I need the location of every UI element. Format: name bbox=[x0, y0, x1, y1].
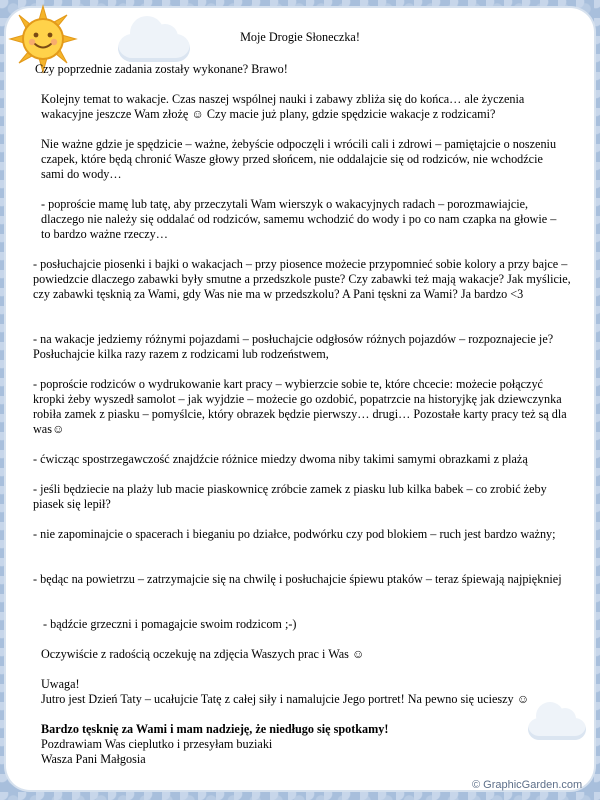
letter-title: Moje Drogie Słoneczka! bbox=[240, 30, 360, 44]
paragraph: - bądźcie grzeczni i pomagajcie swoim rodzicom ;-) bbox=[43, 617, 297, 631]
paragraph: Kolejny temat to wakacje. Czas naszej wspólnej nauki i zabawy zbliża się do końca… ale życzenia wakacyjne jeszcze Wam złożę ☺ Czy macie już plany, gdzie spędzicie wakacje z rodzicami? bbox=[41, 92, 525, 121]
paragraph: Nie ważne gdzie je spędzicie – ważne, żebyście odpoczęli i wrócili cali i zdrowi – pamiętajcie o noszeniu czapek, które będą chronić Wasze głowy przed słońcem, nie oddalajcie się od rodziców, nie wchodźcie sami do wody… bbox=[41, 137, 557, 181]
paragraph: - poproście rodziców o wydrukowanie kart pracy – wybierzcie sobie te, które chcecie: możecie połączyć kropki żeby wyszedł samolot – jak wyjdzie – możecie go ozdobić, popatrzcie na historyjkę jak dziewczynka robiła zamek z piasku – pomyślcie, który obrazek będzie pierwszy… drugi… Pozostałe karty pracy też są dla was☺ bbox=[33, 377, 567, 436]
watermark: © GraphicGarden.com bbox=[472, 779, 583, 791]
paragraph: - będąc na powietrzu – zatrzymajcie się na chwilę i posłuchajcie śpiewu ptaków – teraz śpiewają najpiękniej bbox=[33, 572, 562, 586]
paragraph: Oczywiście z radością oczekuję na zdjęcia Waszych prac i Was ☺ bbox=[41, 647, 365, 661]
paragraph: - ćwicząc spostrzegawczość znajdźcie różnice miedzy dwoma niby takimi samymi obrazkami z plażą bbox=[33, 452, 528, 466]
paragraph: - jeśli będziecie na plaży lub macie piaskownicę zróbcie zamek z piasku lub kilka babek – co zrobić żeby piasek się lepił? bbox=[33, 482, 547, 511]
paragraph: - poproście mamę lub tatę, aby przeczytali Wam wierszyk o wakacyjnych radach – porozmawiajcie, dlaczego nie należy się oddalać od rodziców, samemu wchodzić do wody i po co nam czapka na głowie – to bardzo ważne rzeczy… bbox=[41, 197, 557, 241]
paragraph: - nie zapominajcie o spacerach i bieganiu po działce, podwórku czy pod blokiem – ruch jest bardzo ważny; bbox=[33, 527, 556, 541]
paragraph-bold: Bardzo tęsknię za Wami i mam nadzieję, że niedługo się spotkamy! bbox=[41, 722, 389, 736]
signature: Pozdrawiam Was cieplutko i przesyłam buziaki Wasza Pani Małgosia bbox=[41, 737, 273, 766]
paragraph: Uwaga! Jutro jest Dzień Taty – ucałujcie Tatę z całej siły i namalujcie Jego portret! Na pewno się ucieszy ☺ bbox=[41, 677, 530, 706]
paragraph: - posłuchajcie piosenki i bajki o wakacjach – przy piosence możecie przypomnieć sobie kolory a przy bajce – powiedzcie dlaczego zabawki były smutne a przedszkole puste? Czy zabawki też mają wakacje? Jak myślicie, czy zabawki tęsknią za Wami, gdy Was nie ma w przedszkolu? A Pani tęskni za Wami? Ja bardzo <3 bbox=[33, 257, 571, 301]
paragraph: Czy poprzednie zadania zostały wykonane? Brawo! bbox=[35, 62, 288, 76]
paragraph: - na wakacje jedziemy różnymi pojazdami – posłuchajcie odgłosów różnych pojazdów – rozpoznajecie je? Posłuchajcie kilka razy razem z rodzicami lub rodzeństwem, bbox=[33, 332, 554, 361]
